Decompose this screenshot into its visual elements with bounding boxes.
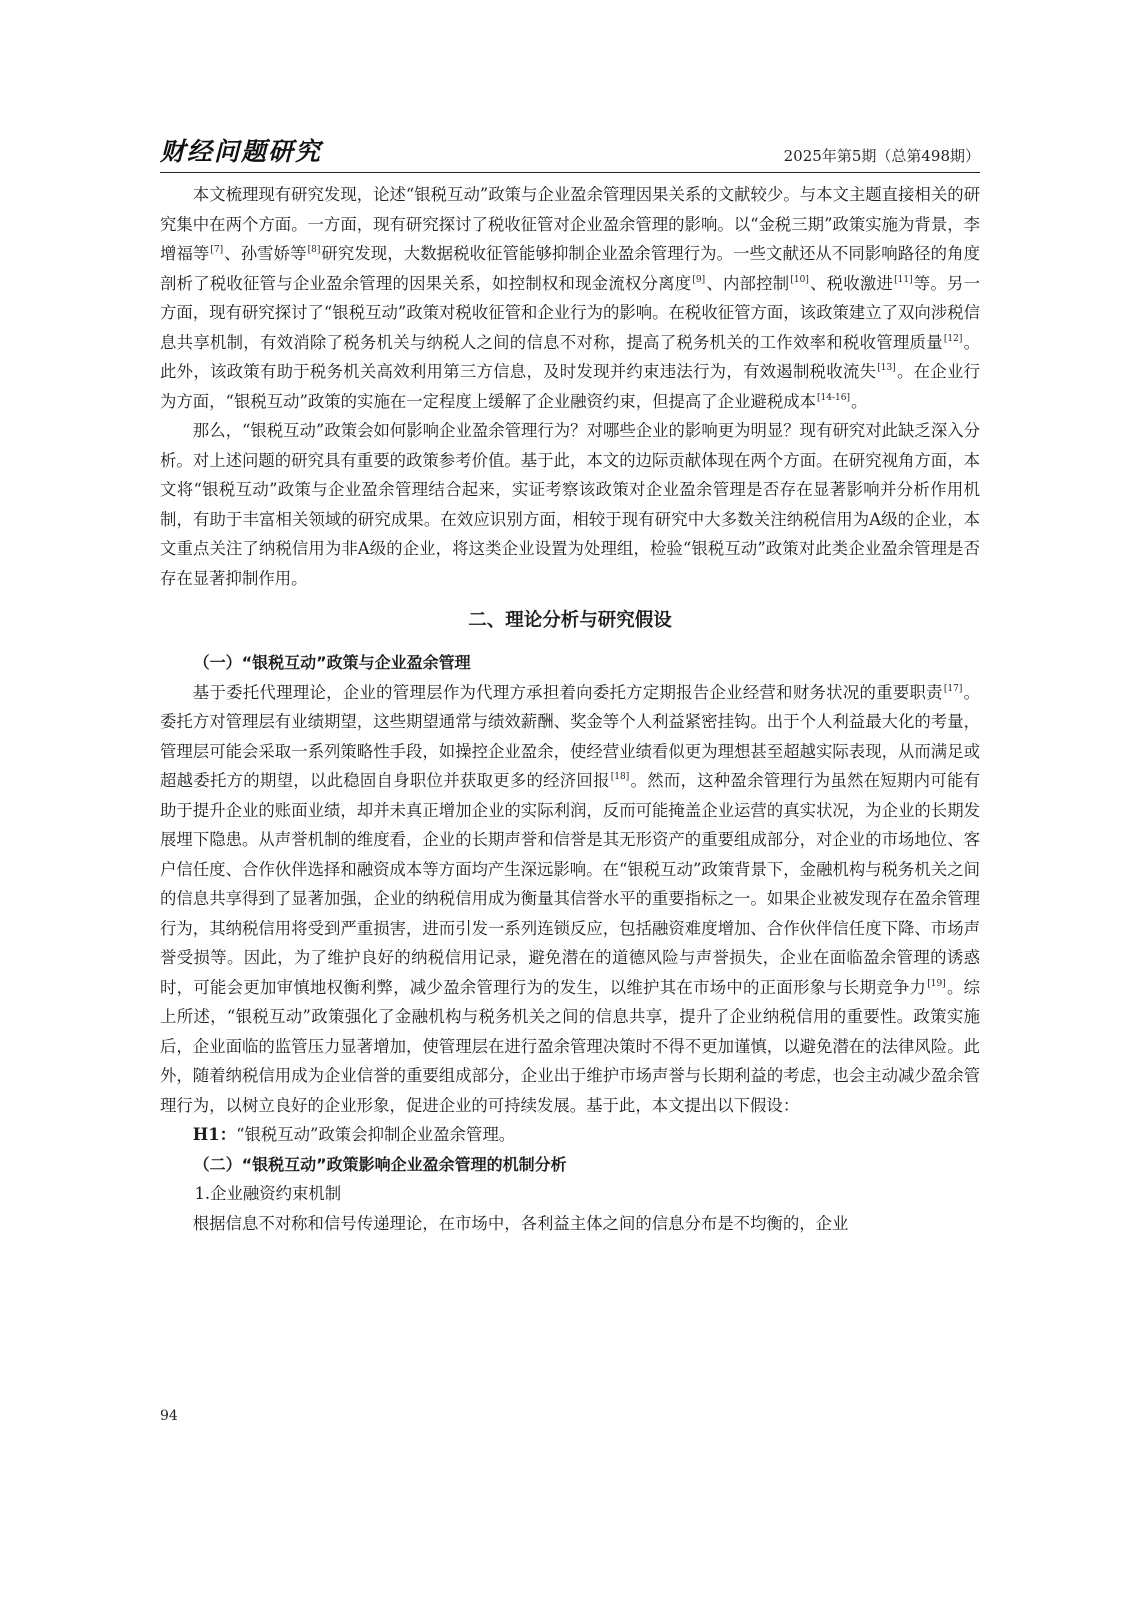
article-body bbox=[160, 180, 980, 1238]
citation[interactable]: [18] bbox=[610, 772, 630, 782]
section-heading: 二、理论分析与研究假设 bbox=[468, 610, 672, 631]
paragraph-contribution: 那么，“银税互动”政策会如何影响企业盈余管理行为？对哪些企业的影响更为明显？现有研究对此缺乏深入分析。对上述问题的研究具有重要的政策参考价值。基于此，本文的边际贡献体现在两个方面。在研究视角方面，本文将“银税互动”政策与企业盈余管理结合起来，实证考察该政策对企业盈余管理是否存在显著影响并分析作用机制，有助于丰富相关领域的研究成果。在效应识别方面，相较于现有研究中大多数关注纳税信用为A级的企业，本文重点关注了纳税信用为非A级的企业，将这类企业设置为处理组，检验“银税互动”政策对此类企业盈余管理是否存在显著抑制作用。 bbox=[160, 421, 980, 588]
paragraph-mechanism: 根据信息不对称和信号传递理论，在市场中，各利益主体之间的信息分布是不均衡的，企业 bbox=[192, 1213, 849, 1233]
subsection-heading: （一）“银税互动”政策与企业盈余管理 bbox=[193, 653, 471, 672]
paragraph-literature-review: 本文梳理现有研究发现，论述“银税互动”政策与企业盈余管理因果关系的文献较少。与本文主题直接相关的研究集中在两个方面。一方面，现有研究探讨了税收征管对企业盈余管理的影响。以“金税三期”政策实施为背景，李增福等[7]、孙雪娇等[8]研究发现，大数据税收征管能够抑制企业盈余管理行为。一些文献还从不同影响路径的角度剖析了税收征管与企业盈余管理的因果关系，如控制权和现金流权分离度[9]、内部控制[10]、税收激进[11]等。另一方面，现有研究探讨了“银税互动”政策对税收征管和企业行为的影响。在税收征管方面，该政策建立了双向涉税信息共享机制，有效消除了税务机关与纳税人之间的信息不对称，提高了税务机关的工作效率和税收管理质量[12]。此外，该政策有助于税务机关高效利用第三方信息，及时发现并约束违法行为，有效遏制税收流失[13]。在企业行为方面，“银税互动”政策的实施在一定程度上缓解了企业融资约束，但提高了企业避税成本[14-16]。 bbox=[160, 185, 981, 411]
header-rule bbox=[160, 172, 980, 173]
mechanism-heading: 1.企业融资约束机制 bbox=[194, 1184, 342, 1203]
citation[interactable]: [17] bbox=[943, 683, 963, 694]
hypothesis-label: H1： bbox=[192, 1125, 237, 1144]
citation[interactable]: [11] bbox=[894, 274, 913, 285]
citation[interactable]: [19] bbox=[927, 978, 946, 989]
running-header bbox=[160, 136, 980, 172]
citation[interactable]: [7] bbox=[210, 245, 224, 255]
hypothesis-text: “银税互动”政策会抑制企业盈余管理。 bbox=[236, 1125, 516, 1144]
citation[interactable]: [14-16] bbox=[817, 392, 850, 403]
paragraph-theory: 基于委托代理理论，企业的管理层作为代理方承担着向委托方定期报告企业经营和财务状况的重要职责[17]。委托方对管理层有业绩期望，这些期望通常与绩效薪酬、奖金等个人利益紧密挂钩。出于个人利益最大化的考量，管理层可能会采取一系列策略性手段，如操控企业盈余，使经营业绩看似更为理想甚至超越实际表现，从而满足或超越委托方的期望，以此稳固自身职位并获取更多的经济回报[18]。然而，这种盈余管理行为虽然在短期内可能有助于提升企业的账面业绩，却并未真正增加企业的实际利润，反而可能掩盖企业运营的真实状况，为企业的长期发展埋下隐患。从声誉机制的维度看，企业的长期声誉和信誉是其无形资产的重要组成部分，对企业的市场地位、客户信任度、合作伙伴选择和融资成本等方面均产生深远影响。在“银税互动”政策背景下，金融机构与税务机关之间的信息共享得到了显著加强，企业的纳税信用成为衡量其信誉水平的重要指标之一。如果企业被发现存在盈余管理行为，其纳税信用将受到严重损害，进而引发一系列连锁反应，包括融资难度增加、合作伙伴信任度下降、市场声誉受损等。因此，为了维护良好的纳税信用记录，避免潜在的道德风险与声誉损失，企业在面临盈余管理的诱惑时，可能会更加审慎地权衡利弊，减少盈余管理行为的发生，以维护其在市场中的正面形象与长期竞争力[19]。综上所述，“银税互动”政策强化了金融机构与税务机关之间的信息共享，提升了企业纳税信用的重要性。政策实施后，企业面临的监管压力显著增加，使管理层在进行盈余管理决策时不得不更加谨慎，以避免潜在的法律风险。此外，随着纳税信用成为企业信誉的重要组成部分，企业出于维护市场声誉与长期利益的考虑，也会主动减少盈余管理行为，以树立良好的企业形象，促进企业的可持续发展。基于此，本文提出以下假设： bbox=[160, 682, 981, 1115]
citation[interactable]: [9] bbox=[692, 274, 706, 285]
page-number: 94 bbox=[160, 1408, 178, 1424]
citation[interactable]: [12] bbox=[943, 333, 963, 344]
subsection-heading: （二）“银税互动”政策影响企业盈余管理的机制分析 bbox=[193, 1154, 567, 1174]
journal-logo: 财经问题研究 bbox=[160, 137, 323, 166]
citation[interactable]: [10] bbox=[790, 274, 809, 285]
issue-info: 2025年第5期（总第498期） bbox=[783, 147, 980, 165]
citation[interactable]: [13] bbox=[877, 363, 896, 373]
hypothesis-h1 bbox=[160, 1120, 980, 1150]
citation[interactable]: [8] bbox=[307, 245, 321, 255]
